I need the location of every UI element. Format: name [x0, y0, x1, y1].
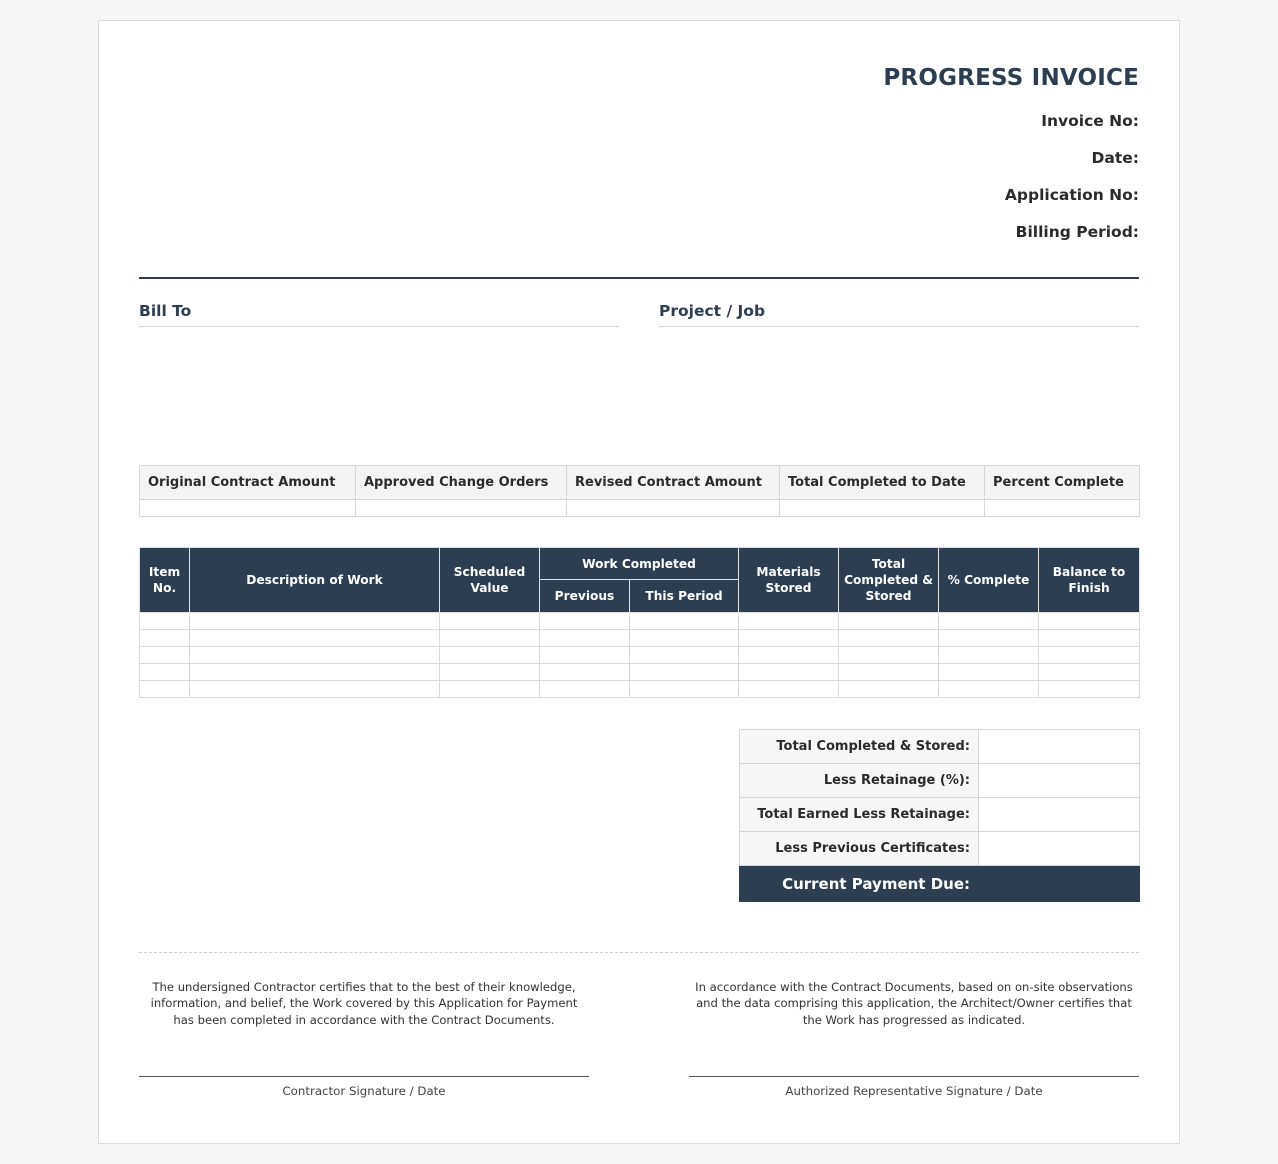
table-cell[interactable] [939, 647, 1039, 664]
table-row [140, 647, 1140, 664]
table-cell[interactable] [839, 613, 939, 630]
table-cell[interactable] [939, 630, 1039, 647]
approved-change-orders-cell[interactable] [356, 500, 567, 517]
previous-header: Previous [540, 580, 630, 613]
table-cell[interactable] [440, 647, 540, 664]
totals-table [739, 729, 1140, 902]
table-cell[interactable] [440, 630, 540, 647]
architect-certification-text: In accordance with the Contract Documents, based on on-site observations and the data comprising this application, the Architect/Owner certifies that the Work has progressed as indicated. [695, 980, 1133, 1027]
less-retainage-row [740, 764, 1140, 798]
table-cell[interactable] [739, 630, 839, 647]
current-payment-due-label: Current Payment Due: [740, 866, 979, 902]
work-header-row [140, 548, 1140, 580]
table-cell[interactable] [140, 647, 190, 664]
table-cell[interactable] [190, 613, 440, 630]
total-completed-to-date-cell[interactable] [780, 500, 985, 517]
table-cell[interactable] [939, 613, 1039, 630]
table-row [140, 681, 1140, 698]
table-cell[interactable] [1039, 664, 1140, 681]
table-row [140, 664, 1140, 681]
table-cell[interactable] [839, 647, 939, 664]
total-earned-label: Total Earned Less Retainage: [740, 798, 979, 832]
summary-header-row [140, 466, 1140, 500]
table-cell[interactable] [839, 664, 939, 681]
application-number-label: Application No: [1004, 186, 1139, 204]
bill-to-heading: Bill To [139, 302, 619, 327]
table-cell[interactable] [190, 681, 440, 698]
total-completed-stored-header: Total Completed & Stored [839, 548, 939, 613]
table-cell[interactable] [140, 613, 190, 630]
summary-value-row [140, 500, 1140, 517]
less-previous-row [740, 832, 1140, 866]
less-previous-label: Less Previous Certificates: [740, 832, 979, 866]
total-earned-row [740, 798, 1140, 832]
table-cell[interactable] [630, 613, 739, 630]
table-cell[interactable] [540, 681, 630, 698]
item-no-header: Item No. [140, 548, 190, 613]
table-cell[interactable] [630, 647, 739, 664]
original-contract-amount-header: Original Contract Amount [140, 466, 356, 500]
total-earned-value[interactable] [979, 798, 1140, 832]
percent-complete-cell[interactable] [985, 500, 1140, 517]
invoice-page [98, 20, 1180, 1144]
approved-change-orders-header: Approved Change Orders [356, 466, 567, 500]
total-completed-stored-value[interactable] [979, 730, 1140, 764]
table-row [140, 613, 1140, 630]
header-divider [139, 277, 1139, 279]
table-cell[interactable] [839, 681, 939, 698]
work-items-table [139, 547, 1140, 698]
table-cell[interactable] [630, 681, 739, 698]
table-cell[interactable] [540, 664, 630, 681]
table-cell[interactable] [440, 613, 540, 630]
original-contract-amount-cell[interactable] [140, 500, 356, 517]
invoice-title: PROGRESS INVOICE [883, 65, 1139, 91]
table-cell[interactable] [939, 664, 1039, 681]
table-cell[interactable] [540, 613, 630, 630]
table-cell[interactable] [140, 630, 190, 647]
table-cell[interactable] [739, 664, 839, 681]
table-cell[interactable] [630, 664, 739, 681]
less-previous-value[interactable] [979, 832, 1140, 866]
table-cell[interactable] [1039, 630, 1140, 647]
work-completed-header: Work Completed [540, 548, 739, 580]
table-cell[interactable] [939, 681, 1039, 698]
total-completed-stored-label: Total Completed & Stored: [740, 730, 979, 764]
scheduled-value-header: Scheduled Value [440, 548, 540, 613]
table-cell[interactable] [1039, 647, 1140, 664]
total-completed-to-date-header: Total Completed to Date [780, 466, 985, 500]
revised-contract-amount-header: Revised Contract Amount [567, 466, 780, 500]
percent-complete-header: Percent Complete [985, 466, 1140, 500]
current-payment-due-row [740, 866, 1140, 902]
table-cell[interactable] [1039, 613, 1140, 630]
table-cell[interactable] [739, 681, 839, 698]
certification-divider [139, 952, 1139, 953]
table-cell[interactable] [1039, 681, 1140, 698]
contractor-certification-text: The undersigned Contractor certifies that to the best of their knowledge, information, and belief, the Work covered by this Application for Payment has been completed in accordance with the Contract Documents. [150, 980, 578, 1027]
contract-summary-table [139, 465, 1140, 517]
billing-period-label: Billing Period: [1015, 223, 1139, 241]
date-label: Date: [1091, 149, 1139, 167]
current-payment-due-value[interactable] [979, 866, 1140, 902]
table-cell[interactable] [190, 664, 440, 681]
table-cell[interactable] [140, 681, 190, 698]
table-row [140, 630, 1140, 647]
table-cell[interactable] [839, 630, 939, 647]
invoice-number-label: Invoice No: [1041, 112, 1139, 130]
contractor-signature-label: Contractor Signature / Date [282, 1084, 446, 1098]
table-cell[interactable] [630, 630, 739, 647]
percent-complete-column-header: % Complete [939, 548, 1039, 613]
this-period-header: This Period [630, 580, 739, 613]
table-cell[interactable] [739, 613, 839, 630]
balance-to-finish-header: Balance to Finish [1039, 548, 1140, 613]
table-cell[interactable] [739, 647, 839, 664]
contractor-signature-line[interactable] [139, 1076, 589, 1077]
table-cell[interactable] [440, 681, 540, 698]
table-cell[interactable] [190, 630, 440, 647]
project-job-heading: Project / Job [659, 302, 1139, 327]
table-cell[interactable] [540, 647, 630, 664]
total-completed-stored-row [740, 730, 1140, 764]
table-cell[interactable] [540, 630, 630, 647]
table-cell[interactable] [140, 664, 190, 681]
representative-signature-label: Authorized Representative Signature / Date [785, 1084, 1043, 1098]
less-retainage-value[interactable] [979, 764, 1140, 798]
table-cell[interactable] [190, 647, 440, 664]
less-retainage-label: Less Retainage (%): [740, 764, 979, 798]
materials-stored-header: Materials Stored [739, 548, 839, 613]
representative-signature-line[interactable] [689, 1076, 1139, 1077]
revised-contract-amount-cell[interactable] [567, 500, 780, 517]
table-cell[interactable] [440, 664, 540, 681]
description-header: Description of Work [190, 548, 440, 613]
